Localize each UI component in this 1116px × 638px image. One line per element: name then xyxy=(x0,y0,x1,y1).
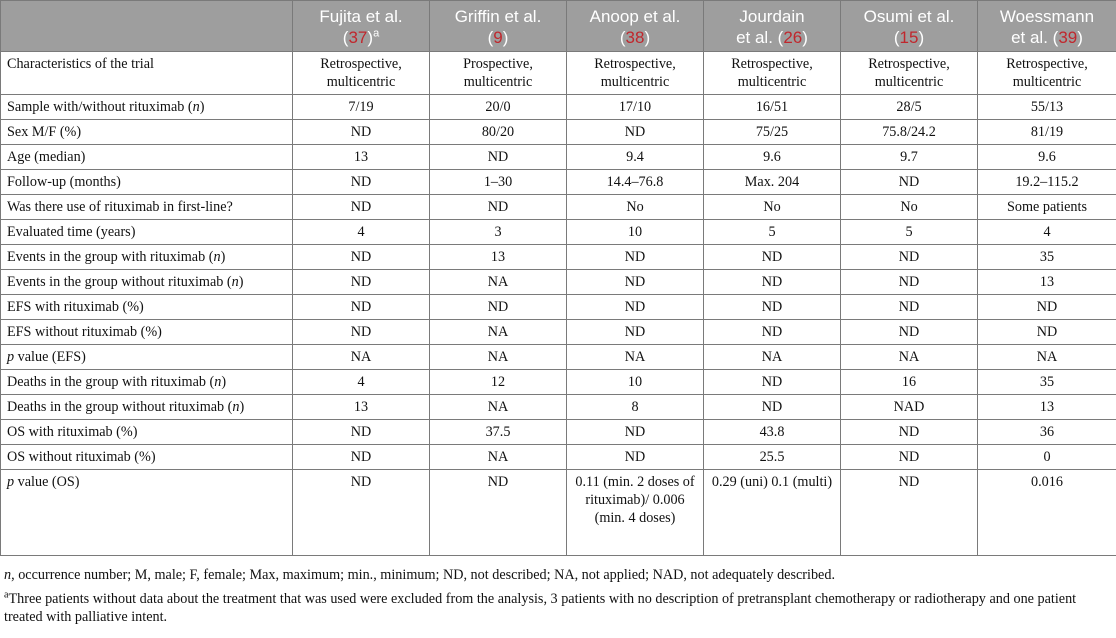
table-cell: 4 xyxy=(293,370,430,395)
table-cell: ND xyxy=(293,295,430,320)
table-cell: 81/19 xyxy=(978,120,1116,145)
table-cell: 0.29 (uni) 0.1 (multi) xyxy=(704,470,841,556)
reference-link[interactable]: 15 xyxy=(899,28,919,47)
table-cell: ND xyxy=(978,295,1116,320)
header-study: Jourdain et al. (26) xyxy=(704,1,841,52)
table-cell: 75.8/24.2 xyxy=(841,120,978,145)
table-row xyxy=(1,395,1116,420)
table-cell: ND xyxy=(293,320,430,345)
reference-link[interactable]: 37 xyxy=(348,28,368,47)
table-row xyxy=(1,195,1116,220)
table-cell: Retrospective, multicentric xyxy=(567,52,704,95)
header-row xyxy=(1,1,1116,52)
table-row xyxy=(1,470,1116,556)
table-cell: No xyxy=(704,195,841,220)
table-cell: 0.016 xyxy=(978,470,1116,556)
header-study: Anoop et al. (38) xyxy=(567,1,704,52)
table-cell: ND xyxy=(841,295,978,320)
table-cell: Max. 204 xyxy=(704,170,841,195)
reference-link[interactable]: 9 xyxy=(493,28,503,47)
table-cell: 4 xyxy=(978,220,1116,245)
table-cell: 80/20 xyxy=(430,120,567,145)
row-label: p value (OS) xyxy=(1,470,293,556)
table-row xyxy=(1,220,1116,245)
row-label: Sample with/without rituximab (n) xyxy=(1,95,293,120)
table-cell: ND xyxy=(841,320,978,345)
header-study: Osumi et al. (15) xyxy=(841,1,978,52)
table-cell: 8 xyxy=(567,395,704,420)
row-label: Sex M/F (%) xyxy=(1,120,293,145)
table-row xyxy=(1,145,1116,170)
table-cell: 16 xyxy=(841,370,978,395)
row-label: Events in the group with rituximab (n) xyxy=(1,245,293,270)
table-cell: NA xyxy=(430,345,567,370)
table-footnotes xyxy=(0,556,1116,626)
table-cell: 5 xyxy=(704,220,841,245)
table-cell: ND xyxy=(293,195,430,220)
table-cell: 10 xyxy=(567,370,704,395)
table-cell: ND xyxy=(567,120,704,145)
table-cell: 0 xyxy=(978,445,1116,470)
table-row xyxy=(1,320,1116,345)
table-cell: 37.5 xyxy=(430,420,567,445)
table-cell: ND xyxy=(293,420,430,445)
table-cell: ND xyxy=(704,320,841,345)
table-cell: ND xyxy=(567,295,704,320)
row-label: Events in the group without rituximab (n) xyxy=(1,270,293,295)
row-label: Deaths in the group without rituximab (n) xyxy=(1,395,293,420)
table-cell: 14.4–76.8 xyxy=(567,170,704,195)
table-cell: 35 xyxy=(978,245,1116,270)
table-cell: NA xyxy=(430,445,567,470)
table-cell: ND xyxy=(293,270,430,295)
study-author: Osumi et al. xyxy=(863,7,955,26)
table-cell: ND xyxy=(293,170,430,195)
table-cell: NAD xyxy=(841,395,978,420)
table-cell: 1–30 xyxy=(430,170,567,195)
table-cell: 13 xyxy=(978,395,1116,420)
table-cell: NA xyxy=(430,270,567,295)
row-label: Follow-up (months) xyxy=(1,170,293,195)
table-cell: ND xyxy=(841,270,978,295)
table-cell: 9.6 xyxy=(704,145,841,170)
table-cell: ND xyxy=(841,245,978,270)
header-study: Fujita et al. $(37)^a$ xyxy=(293,1,430,52)
study-author-split: Jourdain et al. xyxy=(736,7,805,47)
table-row xyxy=(1,370,1116,395)
table-cell: Prospective, multicentric xyxy=(430,52,567,95)
table-cell: 3 xyxy=(430,220,567,245)
study-author-split: Woessmann et al. xyxy=(999,7,1095,47)
table-cell: 9.4 xyxy=(567,145,704,170)
table-cell: 20/0 xyxy=(430,95,567,120)
table-row xyxy=(1,120,1116,145)
table-row xyxy=(1,245,1116,270)
table-row xyxy=(1,270,1116,295)
table-cell: ND xyxy=(430,195,567,220)
table-cell: NA xyxy=(704,345,841,370)
table-cell: ND xyxy=(430,145,567,170)
table-cell: ND xyxy=(704,395,841,420)
abbreviations-note: n, occurrence number; M, male; F, female; Max, maximum; min., minimum; ND, not described; NA, not applied; NAD, not adequately described. xyxy=(4,567,835,583)
table-cell: NA xyxy=(430,320,567,345)
table-cell: Retrospective, multicentric xyxy=(978,52,1116,95)
table-cell: 43.8 xyxy=(704,420,841,445)
study-author: Griffin et al. xyxy=(454,7,542,26)
table-row xyxy=(1,170,1116,195)
table-cell: 9.7 xyxy=(841,145,978,170)
table-cell: ND xyxy=(430,470,567,556)
table-cell: 9.6 xyxy=(978,145,1116,170)
row-label: Evaluated time (years) xyxy=(1,220,293,245)
table-cell: NA xyxy=(293,345,430,370)
row-label: Age (median) xyxy=(1,145,293,170)
table-cell: 19.2–115.2 xyxy=(978,170,1116,195)
row-label: EFS without rituximab (%) xyxy=(1,320,293,345)
table-cell: ND xyxy=(567,270,704,295)
table-cell: ND xyxy=(704,270,841,295)
table-row xyxy=(1,295,1116,320)
table-cell: 13 xyxy=(293,145,430,170)
table-cell: ND xyxy=(978,320,1116,345)
table-cell: ND xyxy=(841,470,978,556)
table-cell: ND xyxy=(567,420,704,445)
table-cell: ND xyxy=(293,445,430,470)
row-label: p value (EFS) xyxy=(1,345,293,370)
row-label: EFS with rituximab (%) xyxy=(1,295,293,320)
table-cell: Retrospective, multicentric xyxy=(704,52,841,95)
table-cell: 0.11 (min. 2 doses of rituximab)/ 0.006 (min. 4 doses) xyxy=(567,470,704,556)
table-cell: ND xyxy=(567,245,704,270)
table-cell: ND xyxy=(430,295,567,320)
row-label: Deaths in the group with rituximab (n) xyxy=(1,370,293,395)
table-cell: ND xyxy=(293,120,430,145)
table-cell: 16/51 xyxy=(704,95,841,120)
table-cell: Some patients xyxy=(978,195,1116,220)
table-cell: ND xyxy=(293,245,430,270)
table-cell: 13 xyxy=(978,270,1116,295)
table-cell: ND xyxy=(293,470,430,556)
table-row xyxy=(1,445,1116,470)
table-cell: NA xyxy=(978,345,1116,370)
table-cell: 13 xyxy=(293,395,430,420)
table-cell: 7/19 xyxy=(293,95,430,120)
reference-link[interactable]: 26 xyxy=(783,28,803,47)
row-label: Was there use of rituximab in first-line? xyxy=(1,195,293,220)
table-cell: ND xyxy=(704,295,841,320)
table-cell: ND xyxy=(841,445,978,470)
table-cell: 17/10 xyxy=(567,95,704,120)
table-cell: NA xyxy=(430,395,567,420)
study-author: Fujita et al. xyxy=(319,7,403,26)
table-row xyxy=(1,345,1116,370)
table-cell: Retrospective, multicentric xyxy=(841,52,978,95)
table-cell: 25.5 xyxy=(704,445,841,470)
row-label: Characteristics of the trial xyxy=(1,52,293,95)
table-cell: 75/25 xyxy=(704,120,841,145)
reference-link[interactable]: 39 xyxy=(1058,28,1078,47)
table-cell: ND xyxy=(567,320,704,345)
table-row xyxy=(1,420,1116,445)
table-cell: 10 xyxy=(567,220,704,245)
table-cell: ND xyxy=(704,245,841,270)
table-cell: ND xyxy=(841,420,978,445)
reference-link[interactable]: 38 xyxy=(625,28,645,47)
row-label: OS with rituximab (%) xyxy=(1,420,293,445)
row-label: OS without rituximab (%) xyxy=(1,445,293,470)
header-study: Woessmann et al. (39) xyxy=(978,1,1116,52)
table-cell: 13 xyxy=(430,245,567,270)
table-cell: ND xyxy=(704,370,841,395)
table-cell: 5 xyxy=(841,220,978,245)
table-cell: Retrospective, multicentric xyxy=(293,52,430,95)
table-cell: NA xyxy=(841,345,978,370)
table-cell: No xyxy=(567,195,704,220)
table-cell: 35 xyxy=(978,370,1116,395)
table-cell: No xyxy=(841,195,978,220)
table-cell: 12 xyxy=(430,370,567,395)
footnote-a: $^a$Three patients without data about the treatment that was used were excluded from the analysis, 3 patients with no description of pretransplant chemotherapy or radiotherapy and one patient treated with palliative intent. xyxy=(4,589,1077,625)
table-cell: ND xyxy=(567,445,704,470)
table-cell: ND xyxy=(841,170,978,195)
table-body xyxy=(1,52,1116,556)
header-study: Griffin et al. (9) xyxy=(430,1,567,52)
table-row xyxy=(1,95,1116,120)
table-cell: NA xyxy=(567,345,704,370)
table-row xyxy=(1,52,1116,95)
table-cell: 55/13 xyxy=(978,95,1116,120)
table-cell: 36 xyxy=(978,420,1116,445)
footnote-marker: a xyxy=(373,27,380,40)
table-cell: 28/5 xyxy=(841,95,978,120)
study-author: Anoop et al. xyxy=(589,7,681,26)
table-cell: 4 xyxy=(293,220,430,245)
header-blank-cell xyxy=(1,1,293,52)
